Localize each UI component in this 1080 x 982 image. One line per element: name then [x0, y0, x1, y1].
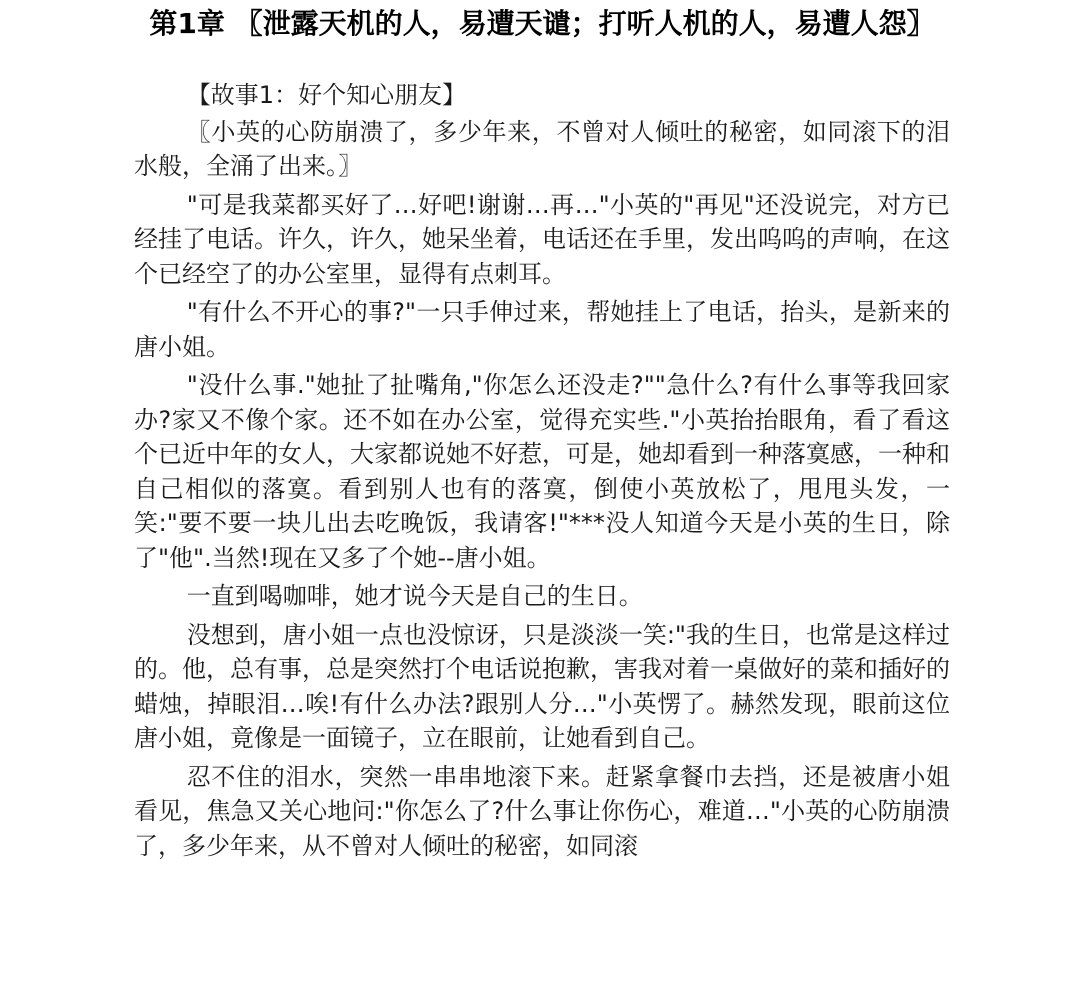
document-page: [134, 0, 950, 867]
chapter-body: [134, 78, 950, 863]
paragraph: "可是我菜都买好了…好吧!谢谢…再…"小英的"再见"还没说完，对方已经挂了电话。许久，许久，她呆坐着，电话还在手里，发出呜呜的声响，在这个已经空了的办公室里，显得有点刺耳。: [134, 190, 950, 288]
paragraph: "没什么事."她扯了扯嘴角,"你怎么还没走?""急什么?有什么事等我回家办?家又不像个家。还不如在办公室，觉得充实些."小英抬抬眼角，看了看这个已近中年的女人，大家都说她不好惹，可是，她却看到一种落寞感，一种和自己相似的落寞。看到别人也有的落寞，倒使小英放松了，甩甩头发，一笑:"要不要一块儿出去吃晚饭，我请客!"***没人知道今天是小英的生日，除了"他".当然!现在又多了个她--唐小姐。: [134, 371, 950, 572]
chapter-title: 第1章 〖泄露天机的人，易遭天谴；打听人机的人，易遭人怨〗: [149, 7, 935, 40]
story-heading: 【故事1：好个知心朋友】: [186, 81, 467, 109]
paragraph: 一直到喝咖啡，她才说今天是自己的生日。: [186, 582, 643, 610]
paragraph: 没想到，唐小姐一点也没惊讶，只是淡淡一笑:"我的生日，也常是这样过的。他，总有事，总是突然打个电话说抱歉，害我对着一桌做好的菜和插好的蜡烛，掉眼泪…唉!有什么办法?跟别人分…"小英愣了。赫然发现，眼前这位唐小姐，竟像是一面镜子，立在眼前，让她看到自己。: [134, 620, 950, 752]
paragraph: 忍不住的泪水，突然一串串地滚下来。赶紧拿餐巾去挡，还是被唐小姐看见，焦急又关心地问:"你怎么了?什么事让你伤心，难道…"小英的心防崩溃了，多少年来，从不曾对人倾吐的秘密，如同滚: [134, 762, 950, 860]
paragraph: "有什么不开心的事?"一只手伸过来，帮她挂上了电话，抬头，是新来的唐小姐。: [134, 298, 950, 361]
epigraph: 〖小英的心防崩溃了，多少年来，不曾对人倾吐的秘密，如同滚下的泪水般，全涌了出来。〗: [134, 117, 950, 180]
